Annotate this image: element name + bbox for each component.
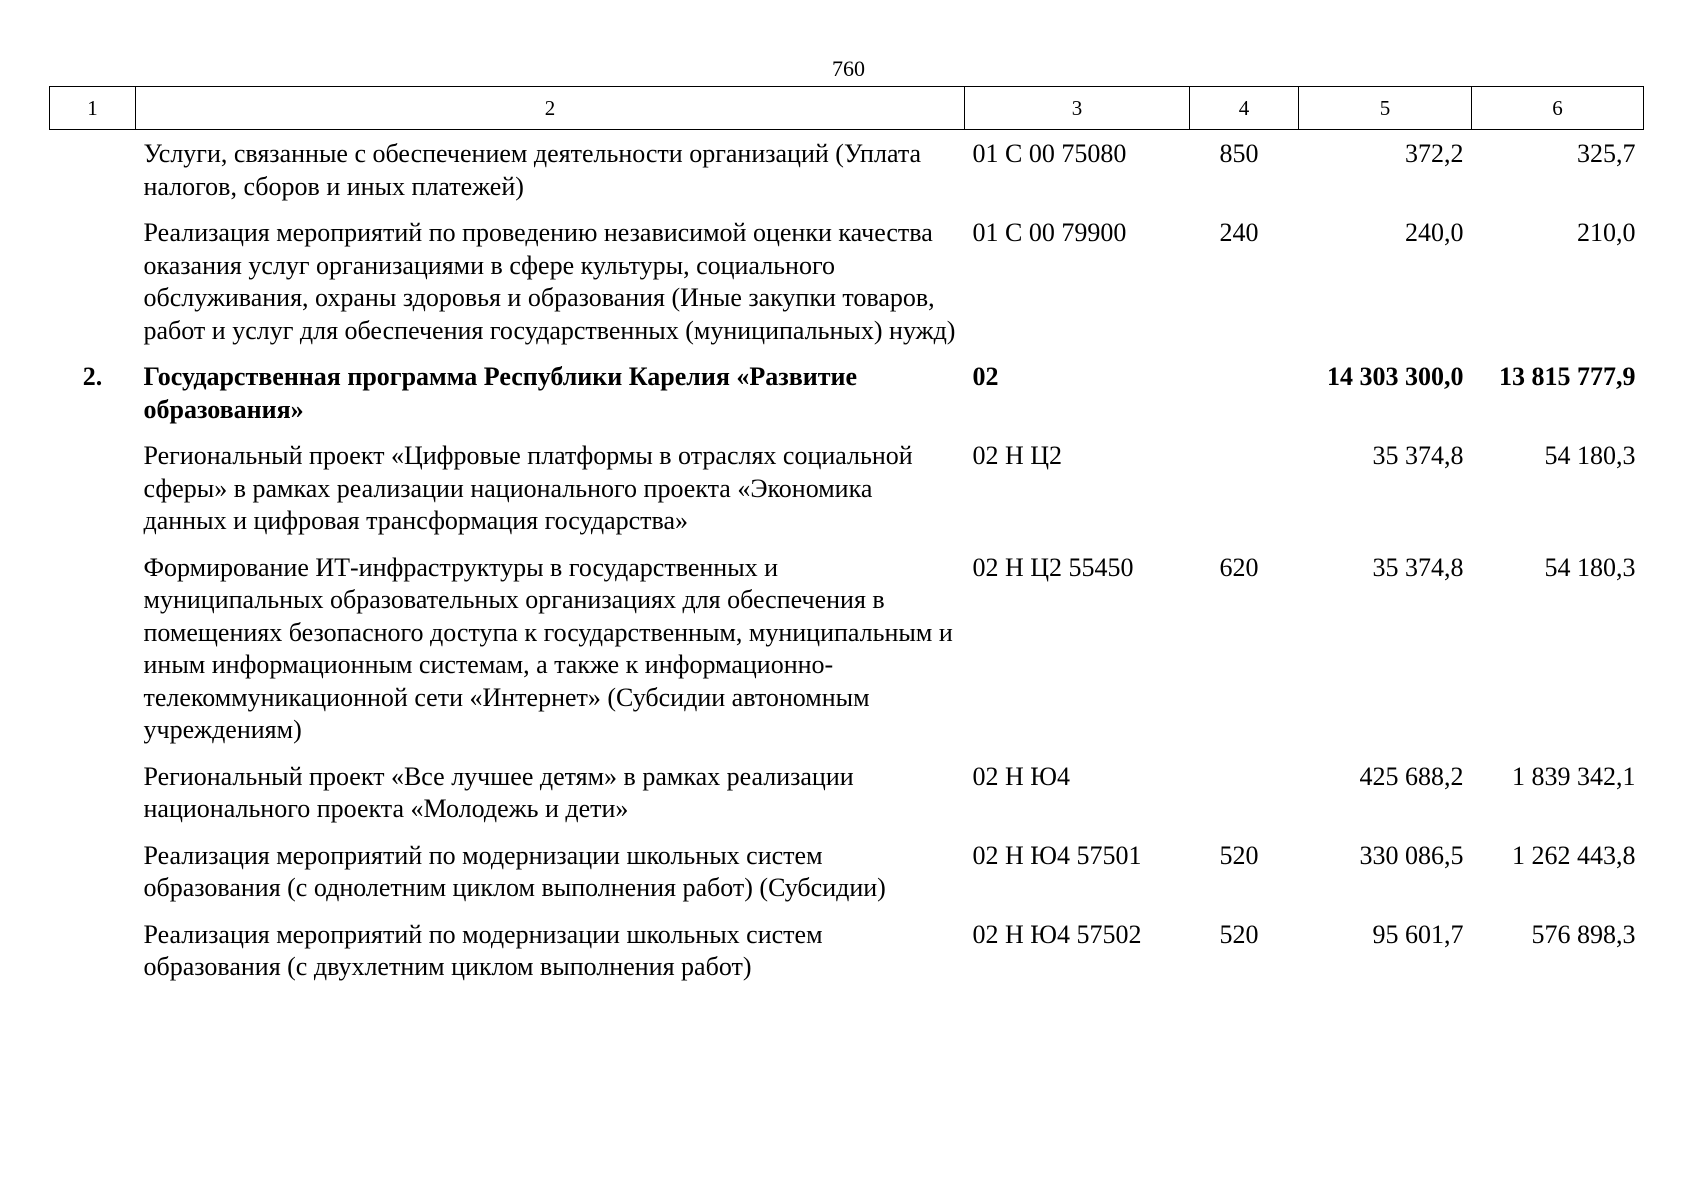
row-amount-col6: 54 180,3 — [1544, 441, 1636, 470]
budget-table — [49, 86, 1644, 991]
row-amount-col5: 425 688,2 — [1359, 761, 1464, 791]
table-row — [50, 912, 1644, 991]
row-expense-type: 240 — [1219, 218, 1259, 247]
row-number — [50, 545, 136, 754]
row-amount-col5: 240,0 — [1405, 218, 1464, 247]
row-expense-type — [1190, 754, 1299, 833]
table-row — [50, 130, 1644, 211]
row-target-code: 02 Н Ю4 — [972, 761, 1070, 791]
row-expense-type — [1190, 433, 1299, 545]
row-target-code: 02 — [972, 362, 999, 391]
row-amount-col6: 576 898,3 — [1531, 919, 1636, 949]
row-number — [50, 130, 136, 211]
column-header-4: 4 — [1190, 87, 1299, 130]
row-amount-col6: 1 839 342,1 — [1512, 761, 1636, 791]
row-name: Реализация мероприятий по модернизации школьных систем образования (с однолетним циклом выполнения работ) (Субсидии) — [143, 840, 886, 902]
table-row — [50, 545, 1644, 754]
table-row — [50, 833, 1644, 912]
row-name: Региональный проект «Цифровые платформы в отраслях социальной сферы» в рамках реализации национального проекта «Экономика данных и цифровая трансформация государства» — [143, 441, 913, 535]
row-amount-col6: 54 180,3 — [1544, 552, 1636, 582]
row-amount-col6: 13 815 777,9 — [1499, 362, 1636, 391]
column-header-1: 1 — [50, 87, 136, 130]
row-amount-col5: 14 303 300,0 — [1327, 362, 1464, 391]
column-header-6: 6 — [1472, 87, 1644, 130]
table-row — [50, 210, 1644, 354]
row-expense-type — [1190, 354, 1299, 433]
column-header-3: 3 — [965, 87, 1190, 130]
row-expense-type: 520 — [1219, 840, 1259, 870]
row-amount-col5: 35 374,8 — [1372, 552, 1464, 582]
table-header-row — [50, 87, 1644, 130]
row-amount-col6: 1 262 443,8 — [1512, 840, 1636, 870]
row-amount-col5: 372,2 — [1405, 139, 1464, 168]
row-amount-col6: 325,7 — [1577, 139, 1636, 168]
table-row — [50, 433, 1644, 545]
row-number — [50, 210, 136, 354]
row-name: Региональный проект «Все лучшее детям» в рамках реализации национального проекта «Молодежь и дети» — [143, 761, 854, 823]
row-target-code: 02 Н Ю4 57501 — [972, 840, 1142, 870]
row-target-code: 01 С 00 75080 — [972, 139, 1127, 168]
row-name: Реализация мероприятий по модернизации школьных систем образования (с двухлетним циклом выполнения работ) — [143, 919, 823, 981]
row-target-code: 01 С 00 79900 — [972, 218, 1127, 247]
row-target-code: 02 Н Ю4 57502 — [972, 919, 1142, 949]
row-name: Государственная программа Республики Карелия «Развитие образования» — [143, 362, 858, 424]
row-amount-col5: 35 374,8 — [1372, 441, 1464, 470]
row-number — [50, 912, 136, 991]
row-name: Услуги, связанные с обеспечением деятельности организаций (Уплата налогов, сборов и иных платежей) — [143, 139, 922, 201]
row-number — [50, 833, 136, 912]
row-target-code: 02 Н Ц2 — [972, 441, 1063, 470]
page-number: 760 — [832, 56, 865, 81]
row-name: Формирование ИТ-инфраструктуры в государственных и муниципальных образовательных организациях для обеспечения в помещениях безопасного доступа к государственным, муниципальным и иным информационным системам, а также к информационно-телекоммуникационной сети «Интернет» (Субсидии автономным учреждениям) — [143, 552, 953, 744]
row-name: Реализация мероприятий по проведению независимой оценки качества оказания услуг организациями в сфере культуры, социального обслуживания, охраны здоровья и образования (Иные закупки товаров, работ и услуг для обеспечения государственных (муниципальных) нужд) — [143, 218, 956, 345]
row-amount-col5: 330 086,5 — [1359, 840, 1464, 870]
row-number — [50, 754, 136, 833]
table-row — [50, 754, 1644, 833]
row-number — [50, 433, 136, 545]
row-expense-type: 620 — [1219, 552, 1259, 582]
row-amount-col5: 95 601,7 — [1372, 919, 1464, 949]
column-header-5: 5 — [1299, 87, 1472, 130]
row-expense-type: 850 — [1219, 139, 1259, 168]
column-header-2: 2 — [136, 87, 965, 130]
row-expense-type: 520 — [1219, 919, 1259, 949]
row-number: 2. — [82, 362, 103, 391]
row-amount-col6: 210,0 — [1577, 218, 1636, 247]
row-target-code: 02 Н Ц2 55450 — [972, 552, 1134, 582]
table-row-program — [50, 354, 1644, 433]
